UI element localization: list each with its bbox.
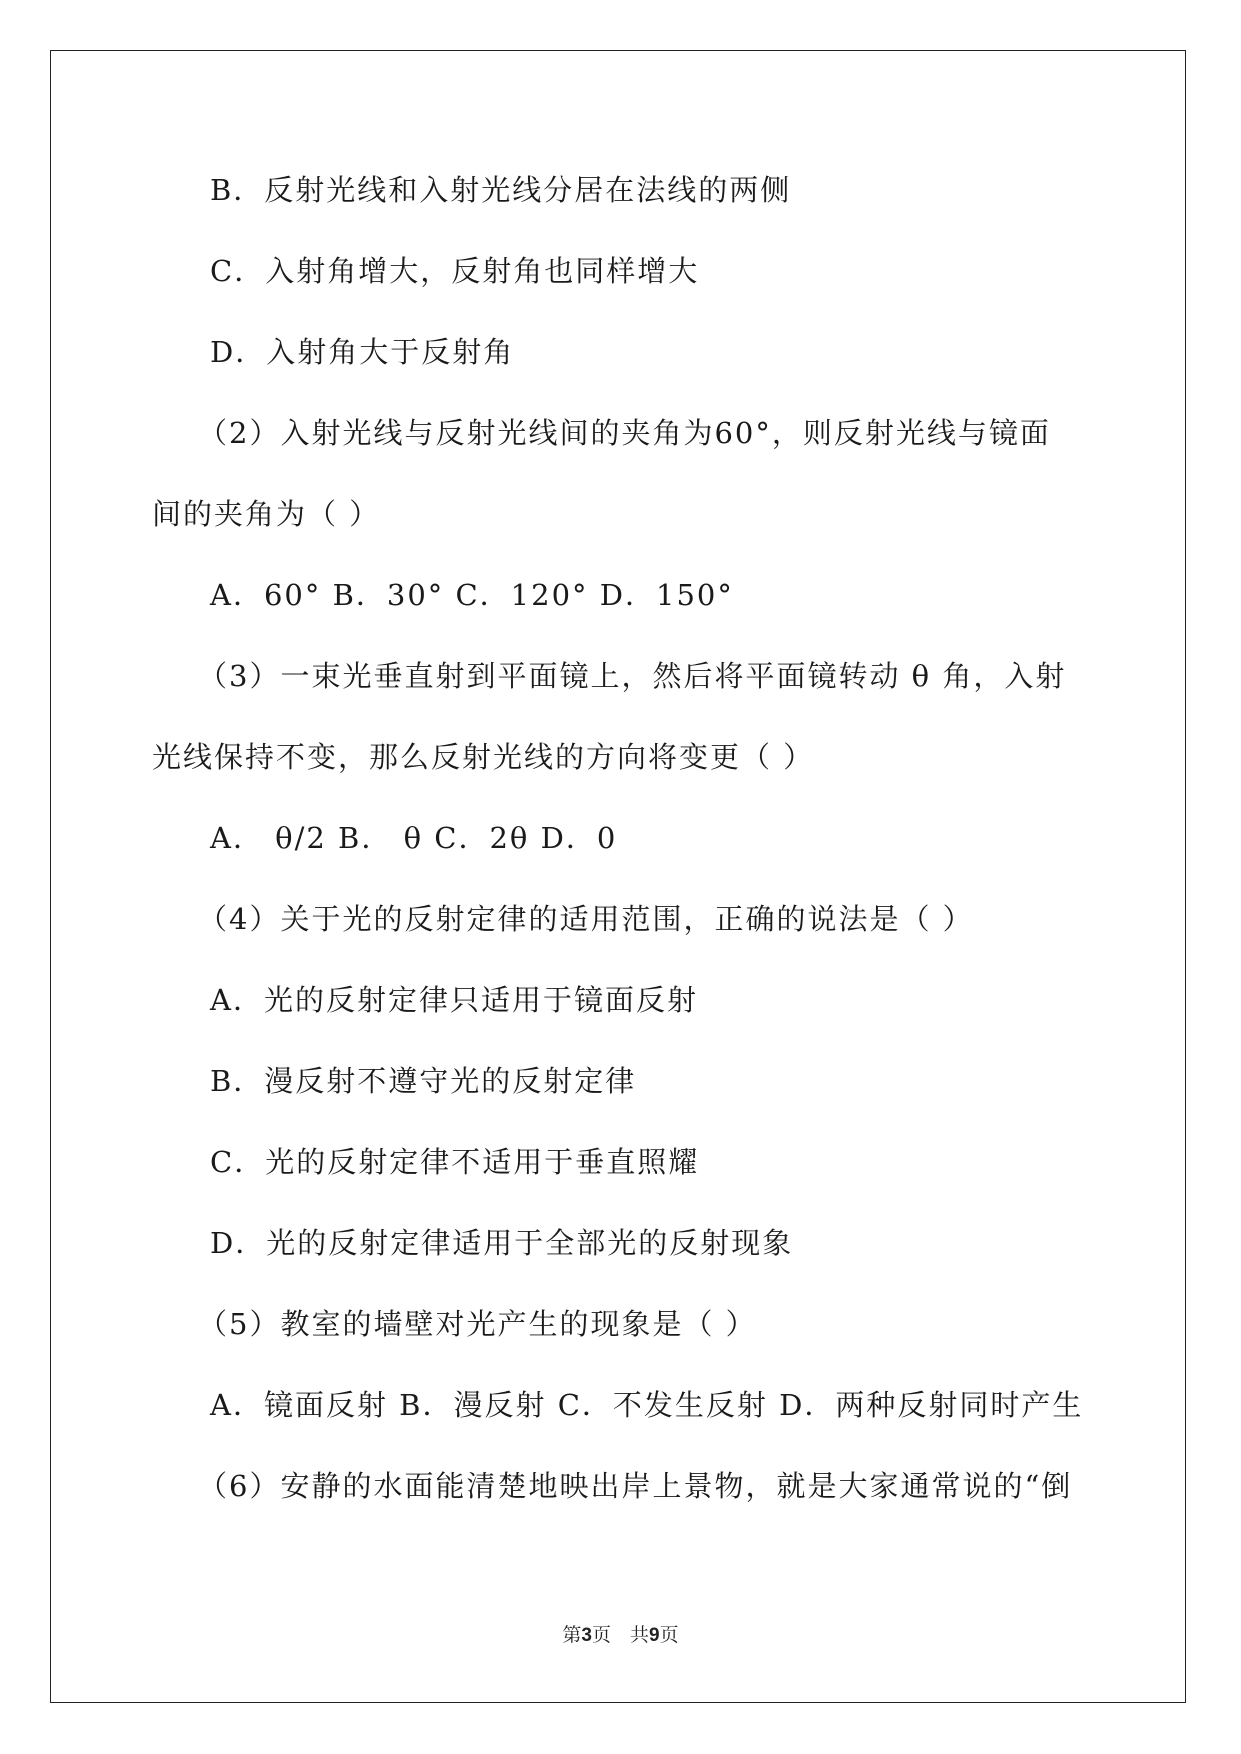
question-2-cont: 间的夹角为（ ） [152,497,381,531]
question-6: （6）安静的水面能清楚地映出岸上景物，就是大家通常说的“倒 [198,1469,1073,1503]
footer-suffix: 页 [659,1624,679,1646]
question-2: （2）入射光线与反射光线间的夹角为60°，则反射光线与镜面 [198,416,1051,450]
options-q3: A． θ/2 B． θ C．2θ D．0 [210,821,618,855]
page-border [50,50,1186,1703]
options-q2: A．60° B．30° C．120° D．150° [210,578,734,612]
option-c-q1: C．入射角增大，反射角也同样增大 [210,254,700,288]
option-c-q4: C．光的反射定律不适用于垂直照耀 [210,1145,700,1179]
question-5: （5）教室的墙壁对光产生的现象是（ ） [198,1307,757,1341]
option-a-q4: A．光的反射定律只适用于镜面反射 [210,983,698,1017]
question-3: （3）一束光垂直射到平面镜上，然后将平面镜转动 θ 角，入射 [198,659,1067,693]
option-d-q1: D．入射角大于反射角 [210,335,515,369]
question-3-cont: 光线保持不变，那么反射光线的方向将变更（ ） [152,740,815,774]
footer-prefix: 第 [562,1624,582,1646]
footer-total-pages: 9 [649,1625,660,1646]
footer-page-number: 3 [581,1625,592,1646]
page-footer [0,1620,1241,1647]
option-d-q4: D．光的反射定律适用于全部光的反射现象 [210,1226,794,1260]
option-b-q1: B．反射光线和入射光线分居在法线的两侧 [210,173,792,207]
question-4: （4）关于光的反射定律的适用范围，正确的说法是（ ） [198,902,974,936]
footer-middle: 页 共 [591,1624,649,1646]
option-b-q4: B．漫反射不遵守光的反射定律 [210,1064,637,1098]
options-q5: A．镜面反射 B．漫反射 C．不发生反射 D．两种反射同时产生 [210,1388,1084,1422]
